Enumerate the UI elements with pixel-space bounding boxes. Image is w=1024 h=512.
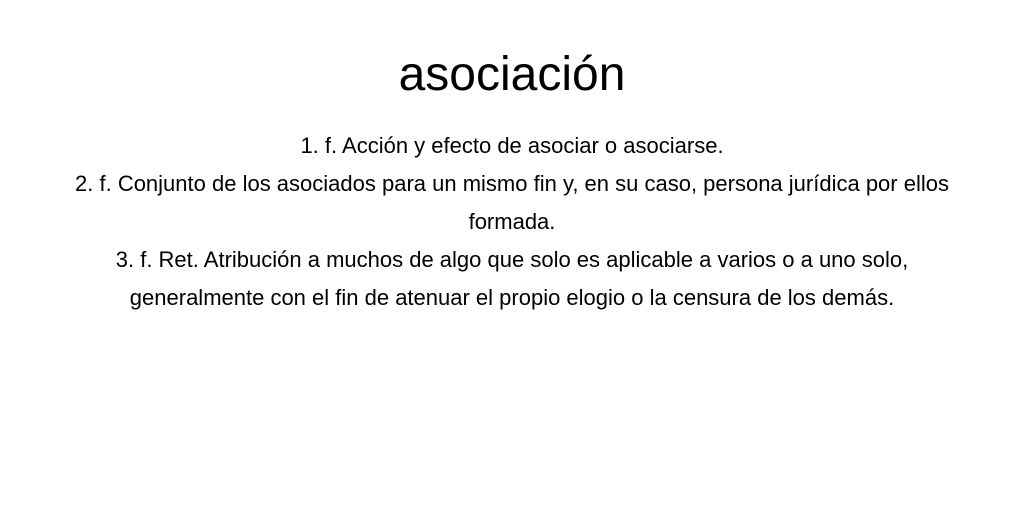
definitions-list bbox=[72, 127, 952, 317]
definition-sense-1: 1. f. Acción y efecto de asociar o asociarse. bbox=[300, 133, 724, 158]
definition-sense-2: 2. f. Conjunto de los asociados para un mismo fin y, en su caso, persona jurídica por ellos formada. bbox=[75, 171, 949, 234]
headword-title: asociación bbox=[398, 48, 626, 101]
definition-sense-3: 3. f. Ret. Atribución a muchos de algo que solo es aplicable a varios o a uno solo, generalmente con el fin de atenuar el propio elogio o la censura de los demás. bbox=[115, 247, 909, 310]
